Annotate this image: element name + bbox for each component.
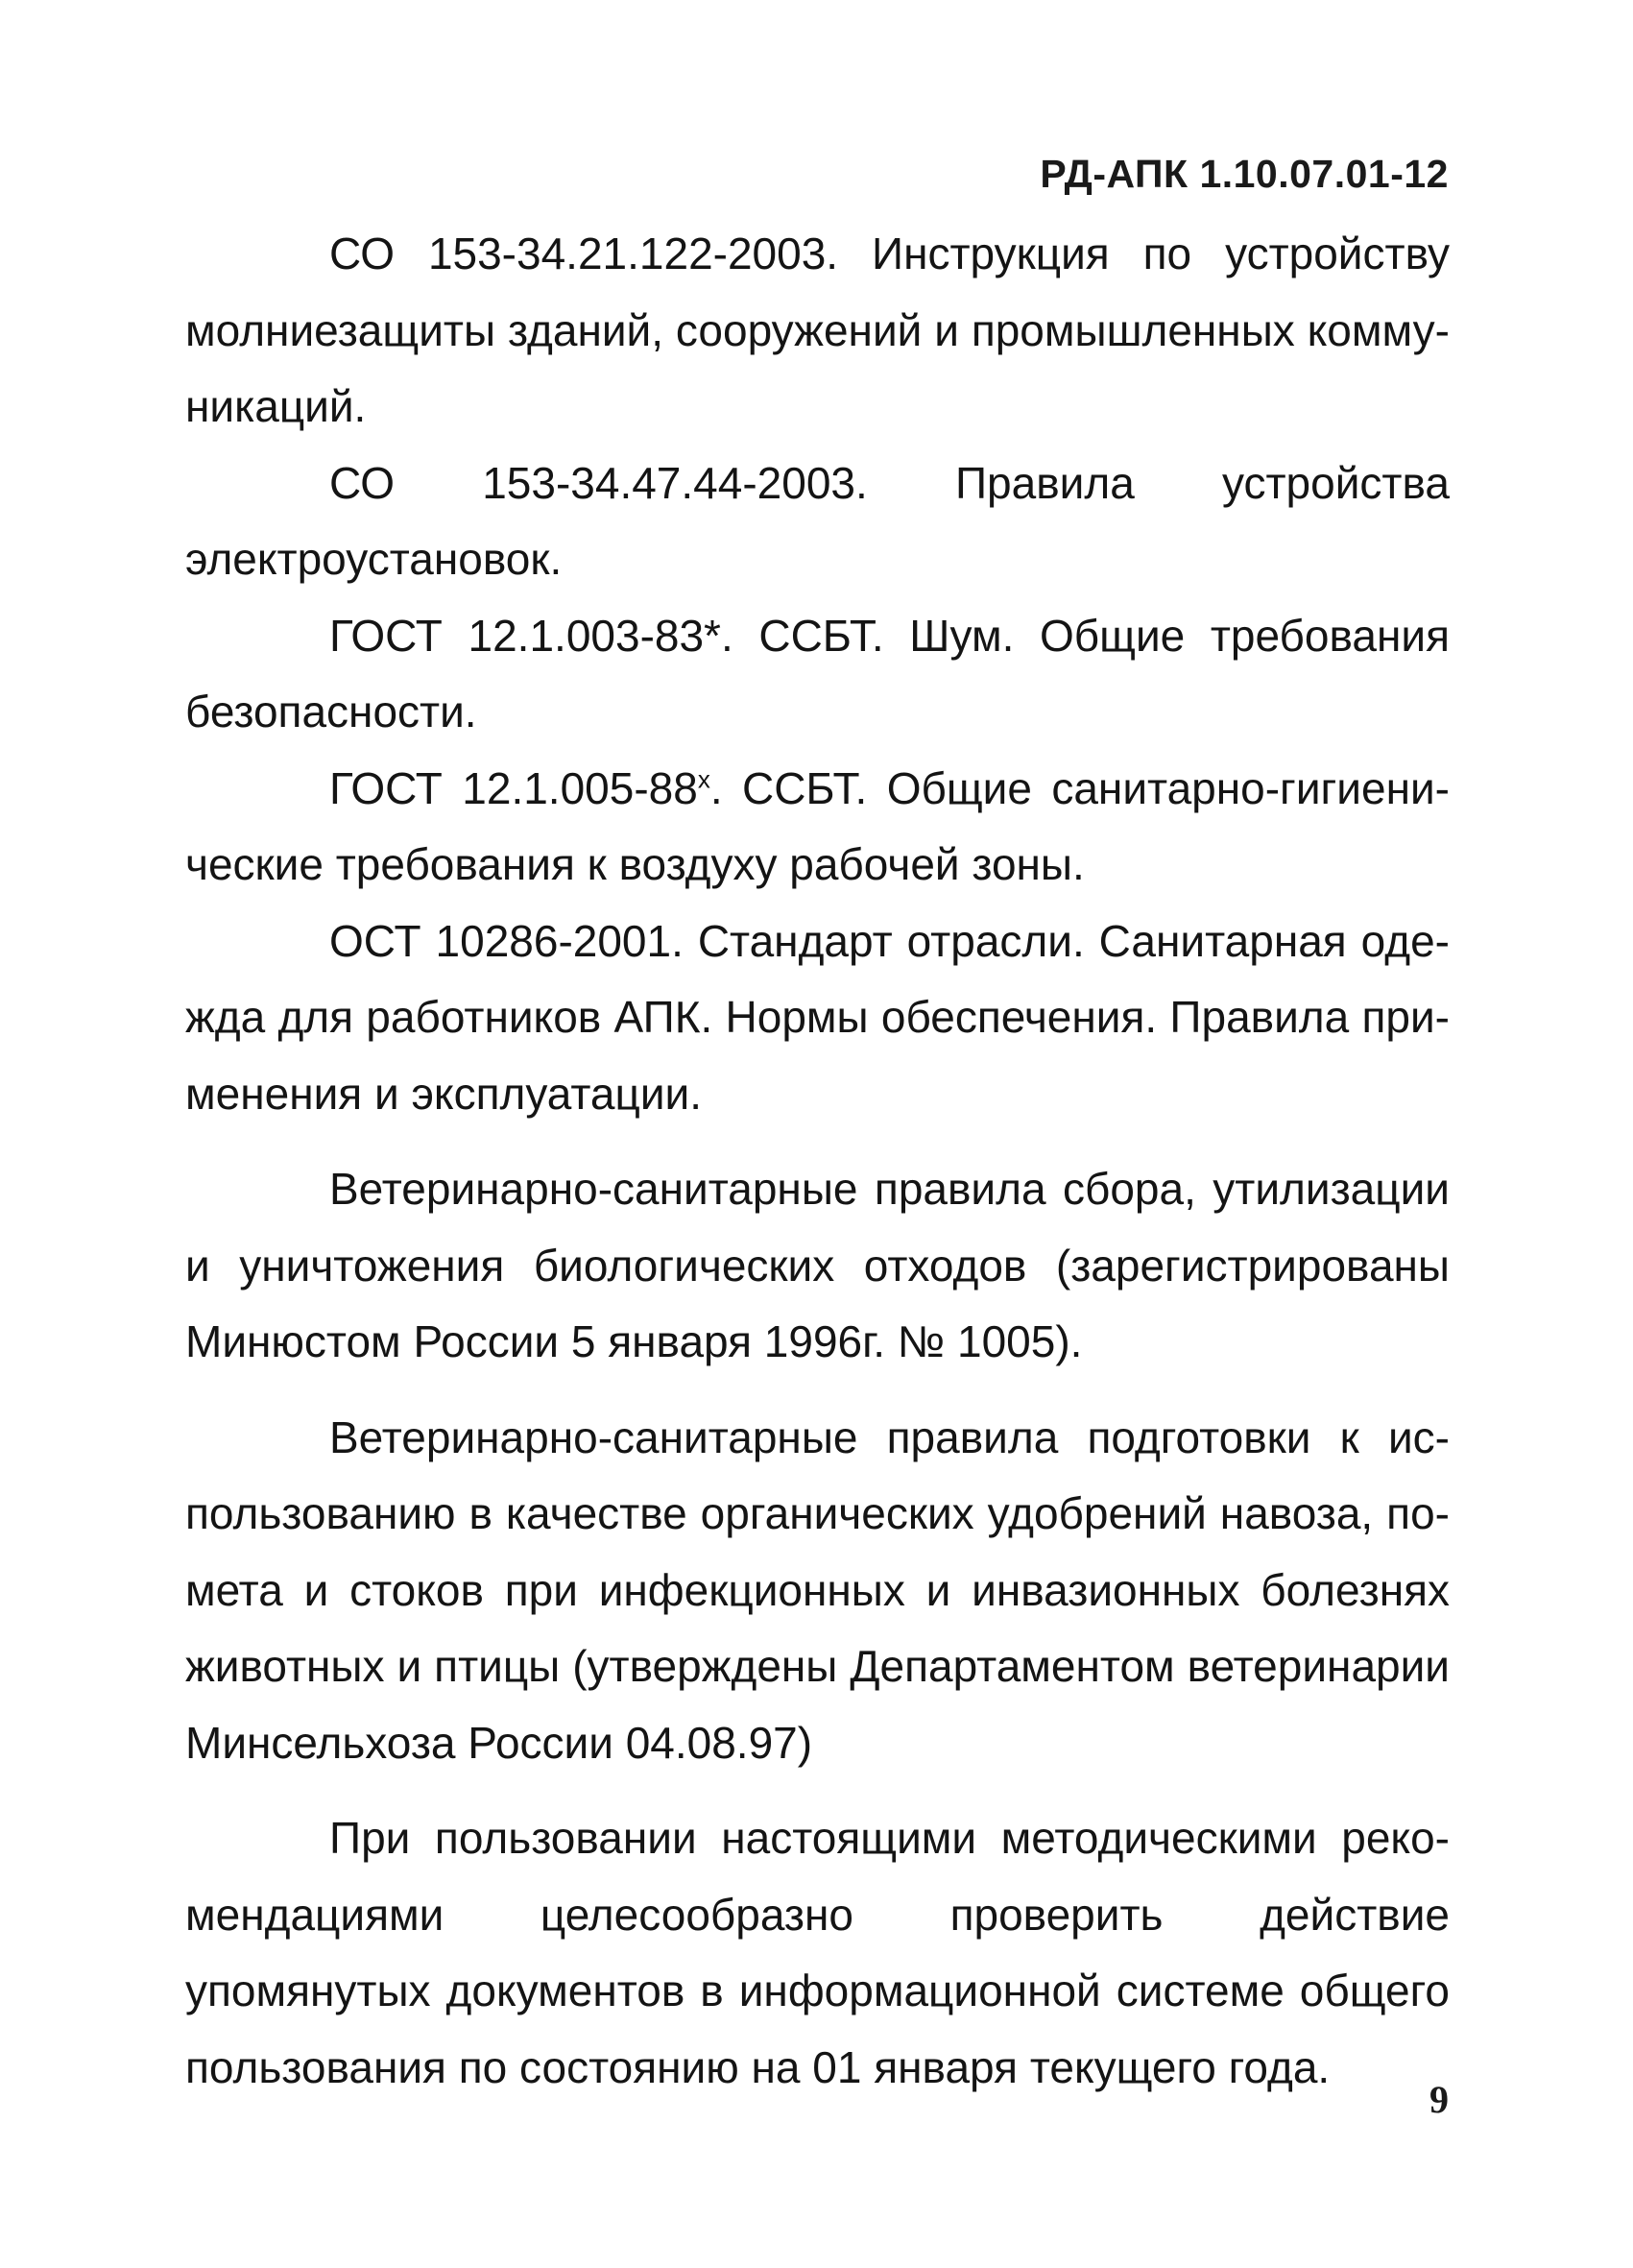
- document-body: [185, 216, 1450, 2106]
- paragraph-ost-10286: ОСТ 10286-2001. Стандарт отрасли. Санитарная одежда для работников АПК. Нормы обеспечения. Правила применения и эксплуатации.: [185, 915, 1450, 1119]
- paragraph-usage-note: При пользовании настоящими методическими рекомендациями целесообразно проверить действие упомянутых документов в информационной системе общего пользования по состоянию на 01 января текущего года.: [185, 1813, 1450, 2092]
- gost-12-1-005-superscript: х: [697, 764, 710, 794]
- paragraph-vet-rules-fertilizer: Ветеринарно-санитарные правила подготовки к использованию в качестве органических удобрений навоза, помета и стоков при инфекционных и инвазионных болезнях животных и птицы (утверждены Департаментом ветеринарии Минсельхоза России 04.08.97): [185, 1411, 1450, 1768]
- paragraph-gost-12-1-003: ГОСТ 12.1.003-83*. ССБТ. Шум. Общие требования безопасности.: [185, 610, 1450, 736]
- gost-12-1-005-code: ГОСТ 12.1.005-88: [329, 762, 698, 813]
- paragraph-so-153-34-47: СО 153-34.47.44-2003. Правила устройства электроустановок.: [185, 457, 1450, 584]
- paragraph-gost-12-1-005: [185, 751, 1450, 904]
- gost-12-1-005-title: . ССБТ. Общие санитарно-гигиенические требования к воздуху рабочей зоны.: [185, 762, 1450, 889]
- paragraph-so-153-34-21: СО 153-34.21.122-2003. Инструкция по устройству молниезащиты зданий, сооружений и промышленных коммуникаций.: [185, 229, 1450, 431]
- page-number: 9: [1429, 2078, 1449, 2121]
- document-code-header: РД-АПК 1.10.07.01-12: [1040, 152, 1449, 196]
- paragraph-vet-rules-bio-waste: Ветеринарно-санитарные правила сбора, утилизации и уничтожения биологических отходов (зарегистрированы Минюстом России 5 января 1996г. № 1005).: [185, 1164, 1450, 1366]
